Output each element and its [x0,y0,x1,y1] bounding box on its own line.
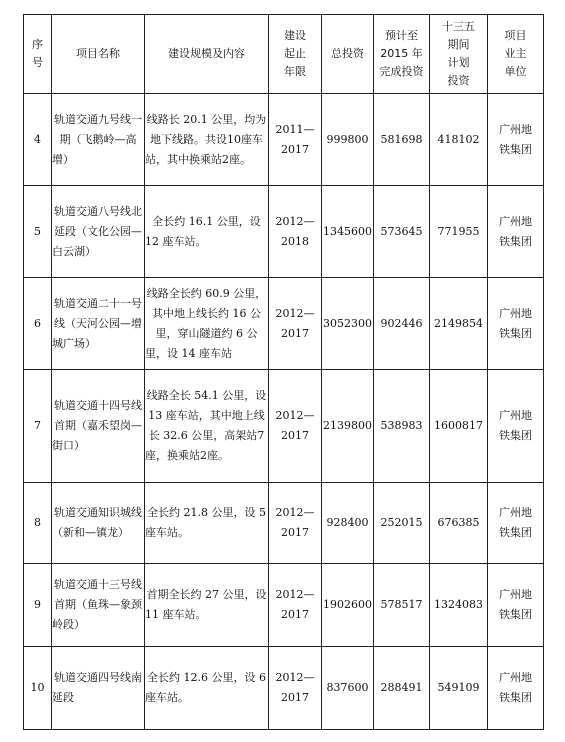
cell-total: 1345600 [322,186,374,278]
cell-name: 轨道交通知识城线（新和—镇龙） [52,483,145,564]
table-row [24,483,544,564]
cell-scope: 线路长 20.1 公里，均为地下线路。共设10座车站，其中换乘站2座。 [145,94,269,186]
header-name: 项目名称 [52,15,145,94]
cell-by2015: 902446 [374,278,430,370]
table-header-row [24,15,544,94]
cell-scope: 首期全长约 27 公里，设 11 座车站。 [145,564,269,647]
cell-plan13: 1600817 [430,370,488,483]
cell-scope: 线路全长约 60.9 公里，其中地上线长约 16 公里，穿山隧道约 6 公里，设 14 座车站 [145,278,269,370]
cell-by2015: 578517 [374,564,430,647]
cell-by2015: 288491 [374,647,430,730]
cell-total: 1902600 [322,564,374,647]
cell-plan13: 418102 [430,94,488,186]
cell-by2015: 538983 [374,370,430,483]
cell-seq: 9 [24,564,52,647]
cell-plan13: 549109 [430,647,488,730]
cell-total: 999800 [322,94,374,186]
cell-total: 2139800 [322,370,374,483]
cell-name: 轨道交通十三号线首期（鱼珠—象颈岭段） [52,564,145,647]
cell-years: 2012— 2017 [269,564,322,647]
cell-plan13: 1324083 [430,564,488,647]
cell-by2015: 252015 [374,483,430,564]
cell-total: 3052300 [322,278,374,370]
project-table [23,14,544,730]
table-row [24,94,544,186]
header-plan13: 十三五 期间 计划 投资 [430,15,488,94]
cell-years: 2012— 2017 [269,370,322,483]
cell-owner: 广州地 铁集团 [488,370,544,483]
cell-owner: 广州地 铁集团 [488,647,544,730]
cell-scope: 线路全长 54.1 公里，设 13 座车站，其中地上线长 32.6 公里，高架站7座，换乘站2座。 [145,370,269,483]
table-row [24,647,544,730]
cell-name: 轨道交通十四号线首期（嘉禾望岗—街口） [52,370,145,483]
cell-years: 2012— 2017 [269,647,322,730]
header-total: 总投资 [322,15,374,94]
cell-owner: 广州地 铁集团 [488,278,544,370]
cell-plan13: 771955 [430,186,488,278]
cell-seq: 4 [24,94,52,186]
cell-name: 轨道交通八号线北延段（文化公园—白云湖） [52,186,145,278]
cell-by2015: 573645 [374,186,430,278]
cell-owner: 广州地 铁集团 [488,94,544,186]
cell-seq: 5 [24,186,52,278]
cell-name: 轨道交通四号线南延段 [52,647,145,730]
cell-plan13: 2149854 [430,278,488,370]
cell-seq: 6 [24,278,52,370]
table-row [24,278,544,370]
header-seq: 序 号 [24,15,52,94]
cell-years: 2011— 2017 [269,94,322,186]
header-owner: 项目 业主 单位 [488,15,544,94]
cell-seq: 10 [24,647,52,730]
cell-name: 轨道交通二十一号线（天河公园—增城广场） [52,278,145,370]
header-years: 建设 起止 年限 [269,15,322,94]
cell-scope: 全长约 12.6 公里，设 6 座车站。 [145,647,269,730]
cell-years: 2012— 2017 [269,483,322,564]
cell-total: 928400 [322,483,374,564]
table-row [24,370,544,483]
cell-owner: 广州地 铁集团 [488,186,544,278]
table-row [24,564,544,647]
cell-owner: 广州地 铁集团 [488,564,544,647]
header-scope: 建设规模及内容 [145,15,269,94]
cell-years: 2012— 2017 [269,278,322,370]
cell-scope: 全长约 21.8 公里，设 5 座车站。 [145,483,269,564]
cell-owner: 广州地 铁集团 [488,483,544,564]
cell-name: 轨道交通九号线一期（飞鹅岭—高增） [52,94,145,186]
cell-scope: 全长约 16.1 公里，设 12 座车站。 [145,186,269,278]
cell-years: 2012— 2018 [269,186,322,278]
cell-seq: 7 [24,370,52,483]
cell-seq: 8 [24,483,52,564]
cell-plan13: 676385 [430,483,488,564]
header-by2015: 预计至 2015 年 完成投资 [374,15,430,94]
cell-by2015: 581698 [374,94,430,186]
table-row [24,186,544,278]
cell-total: 837600 [322,647,374,730]
